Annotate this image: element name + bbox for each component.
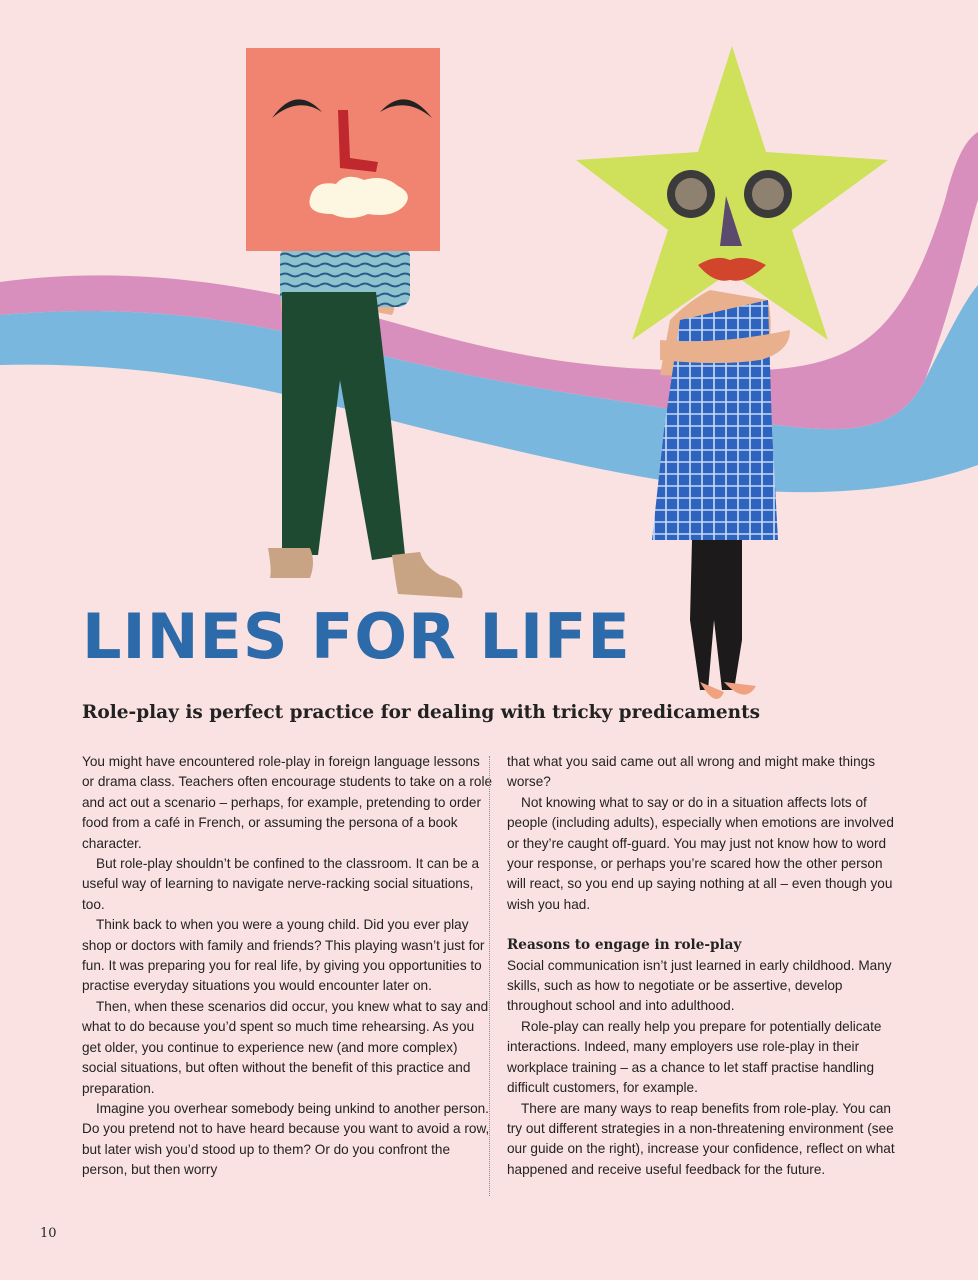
right-column xyxy=(507,752,897,1180)
square-mask xyxy=(246,48,440,251)
paragraph: Not knowing what to say or do in a situation affects lots of people (including adults), especially when emotions are involved or they’re caught off-guard. You may just not know how to word your response, or perhaps you’re scared how the other person will react, so you end up saying nothing at all – even though you wish you had. xyxy=(507,794,894,912)
paragraph: Social communication isn’t just learned in early childhood. Many skills, such as how to negotiate or be assertive, develop throughout school and into adulthood. xyxy=(507,957,892,1014)
page-number: 10 xyxy=(40,1226,57,1241)
paragraph: that what you said came out all wrong and might make things worse? xyxy=(507,754,875,790)
column-divider xyxy=(489,756,490,1196)
paragraph: But role-play shouldn’t be confined to the classroom. It can be a useful way of learning to navigate nerve-racking social situations, too. xyxy=(82,856,480,912)
paragraph: Imagine you overhear somebody being unkind to another person. Do you pretend not to have heard because you want to avoid a row, but later wish you’d stood up to them? Or do you confront the person, but then worry xyxy=(82,1100,490,1178)
paragraph: You might have encountered role-play in foreign language lessons or drama class. Teachers often encourage students to take on a role and act out a scenario – perhaps, for example, pretending to order food from a café in French, or assuming the persona of a book character. xyxy=(82,754,493,851)
section-heading: Reasons to engage in role-play xyxy=(507,937,742,954)
paragraph: Think back to when you were a young child. Did you ever play shop or doctors with family and friends? This playing wasn’t just for fun. It was preparing you for real life, by giving you opportunities to practise everyday situations you would encounter later on. xyxy=(82,917,485,994)
paragraph: Role-play can really help you prepare for potentially delicate interactions. Indeed, many employers use role-play in their workplace training – as a chance to let staff practise handling difficult customers, for example. xyxy=(507,1018,882,1096)
paragraph: Then, when these scenarios did occur, you knew what to say and what to do because you’d spent so much time rehearsing. As you get older, you continue to experience new (and more complex) social situations, but often without the benefit of this practice and preparation. xyxy=(82,998,489,1096)
left-column xyxy=(82,752,494,1181)
paragraph: There are many ways to reap benefits from role-play. You can try out different strategies in a non-threatening environment (see our guide on the right), increase your confidence, reflect on what happened and receive useful feedback for the future. xyxy=(507,1100,895,1177)
article-subtitle: Role-play is perfect practice for dealing with tricky predicaments xyxy=(82,702,761,723)
article-title: LINES FOR LIFE xyxy=(82,600,631,673)
